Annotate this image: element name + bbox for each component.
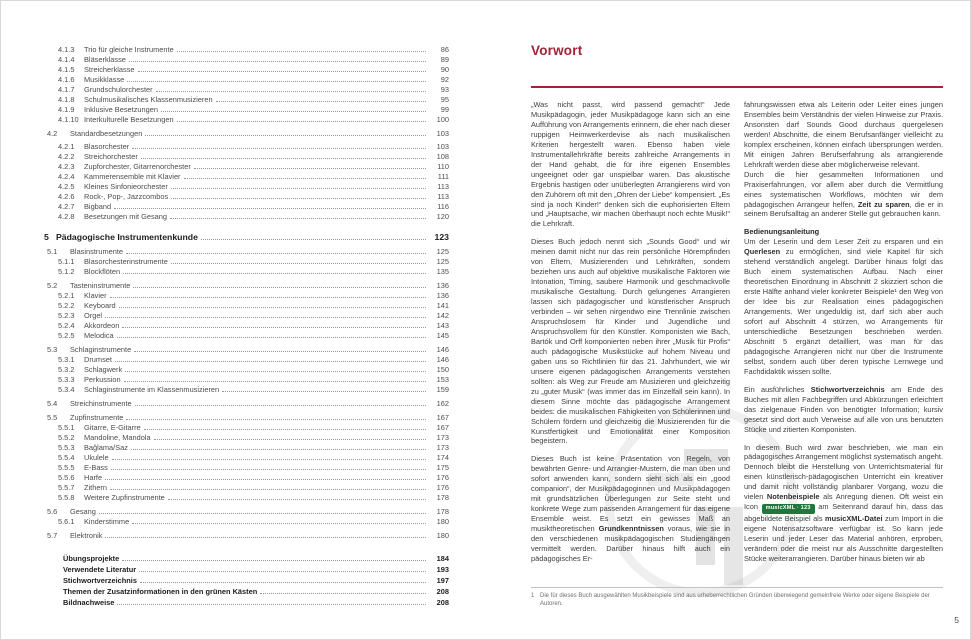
toc-entry-number: 4.1.5 — [58, 65, 75, 74]
toc-entry-title: Weitere Zupfinstrumente — [84, 493, 165, 502]
toc-entry-page: 159 — [436, 385, 449, 394]
toc-entry-page: 123 — [434, 232, 449, 242]
toc-entry-number: 5.3.1 — [58, 355, 75, 364]
paragraph: Um der Leserin und dem Leser Zeit zu ersparen und ein Querlesen zu ermöglichen, sind viele Kapitel für sich stehend verständlich angelegt. Darüber hinaus folgt das Buch einem systematischen Aufbau. Nach einer theoretischen Einordnung in Abschnitt 2 skizziert schon die erste Hälfte anhand vieler konkreter Beispiele¹ den Weg von der Idee bis zur Realisation eines pädagogischen Arrangements. Wer ungeduldig ist, darf sich aber auch sofort auf Abschnitt 4 stürzen, wo Arrangements für unterschiedliche Besetzungen beschrieben werden. Abschnitt 5 ergänzt detailliert, was man für das pädagogische Arrangieren nicht nur über die Instrumente selbst, sondern auch über deren typische Lernwege und Fachdidaktik wissen sollte. — [744, 237, 943, 376]
toc-entry-title: Schlagwerk — [84, 365, 123, 374]
toc-entry — [44, 433, 449, 443]
musicxml-badge: musicXML · 123 — [762, 504, 815, 514]
page-number: 5 — [954, 615, 959, 625]
toc-leader-dots — [122, 327, 426, 328]
toc-entry — [44, 375, 449, 385]
paragraph: Durch die hier gesammelten Informationen und Praxiserfahrungen, vor allem aber durch die Vermittlung eines systematischen Workflows, möchten wir dem pädagogischen Arrangeur helfen, Zeit zu sparen, die er in seinem Berufsalltag an anderer Stelle gut gebrauchen kann. — [744, 169, 943, 219]
page-title: Vorwort — [531, 43, 583, 58]
toc-entry-title: Streichorchester — [84, 152, 138, 161]
toc-leader-dots — [126, 253, 426, 254]
text-columns — [531, 100, 943, 586]
toc-entry-title: Bigband — [84, 202, 112, 211]
toc-entry — [44, 413, 449, 423]
toc-leader-dots — [134, 351, 426, 352]
toc-leader-dots — [222, 391, 426, 392]
toc-entry-number: 5.2 — [47, 281, 58, 290]
toc-entry-page: 173 — [436, 443, 449, 452]
toc-entry-page: 135 — [436, 267, 449, 276]
toc-entry — [44, 281, 449, 291]
toc-entry-title: Mandoline, Mandola — [84, 433, 151, 442]
subsection-heading: Bedienungsanleitung — [744, 227, 820, 237]
toc-entry — [44, 443, 449, 453]
toc-entry-number: 5.5.7 — [58, 483, 75, 492]
toc-leader-dots — [132, 523, 426, 524]
toc-leader-dots — [216, 101, 426, 102]
toc-entry — [44, 172, 449, 182]
toc-entry-number: 5.2.3 — [58, 311, 75, 320]
toc-entry-title: Akkordeon — [84, 321, 120, 330]
toc-entry-title: Streichinstrumente — [70, 399, 132, 408]
toc-entry-title: Perkussion — [84, 375, 121, 384]
toc-entry-title: Musikklasse — [84, 75, 125, 84]
toc-entry — [44, 212, 449, 222]
toc-leader-dots — [171, 198, 426, 199]
toc-entry — [44, 75, 449, 85]
toc-leader-dots — [184, 178, 426, 179]
toc-leader-dots — [110, 297, 426, 298]
toc-entry-title: Blasorchesterinstrumente — [84, 257, 168, 266]
toc-entry-page: 125 — [436, 247, 449, 256]
toc-entry-page: 113 — [437, 192, 449, 201]
toc-entry-page: 176 — [436, 473, 449, 482]
toc-entry-title: Orgel — [84, 311, 103, 320]
toc-entry-title: Schlaginstrumente im Klassenmusizieren — [84, 385, 220, 394]
toc-entry-title: Standardbesetzungen — [70, 129, 143, 138]
toc-entry-number: 5.1.1 — [58, 257, 75, 266]
toc-entry — [44, 162, 449, 172]
toc-entry-title: Melodica — [84, 331, 114, 340]
toc-entry-number: 4.2.3 — [58, 162, 75, 171]
toc-entry — [44, 182, 449, 192]
toc-entry — [44, 55, 449, 65]
toc-entry-title: Schlaginstrumente — [70, 345, 132, 354]
toc-entry-page: 89 — [440, 55, 449, 64]
text-column-1 — [531, 100, 730, 586]
toc-entry-title: Übungsprojekte — [63, 554, 120, 563]
toc-entry-page: 176 — [436, 483, 449, 492]
toc-leader-dots — [177, 51, 426, 52]
toc-entry — [44, 301, 449, 311]
toc-entry-title: Bağlama/Saz — [84, 443, 128, 452]
toc-entry — [44, 129, 449, 139]
paragraph: fahrungswissen etwa als Leiterin oder Leiter eines jungen Ensembles beim Verständnis der vielen Hinweise zur Praxis. Ansonsten darf Sounds Good durchaus quergelesen werden! Abschnitte, die einem Berufsanfänger vielleicht zu komplex erscheinen, können einfach übersprungen werden. Mit einigen Jahren Berufserfahrung als arrangierende Lehrkraft werden diese aber möglicherweise relevant. — [744, 100, 943, 169]
toc-entry — [44, 115, 449, 125]
toc — [44, 45, 449, 608]
toc-entry-page: 146 — [436, 345, 449, 354]
toc-leader-dots — [119, 307, 426, 308]
toc-entry — [44, 311, 449, 321]
toc-entry — [44, 345, 449, 355]
toc-entry-number: 4.2.6 — [58, 192, 75, 201]
toc-entry-title: Stichwortverzeichnis — [63, 576, 137, 585]
toc-entry-title: Bläserklasse — [84, 55, 126, 64]
toc-entry-number: 4.2.4 — [58, 172, 75, 181]
toc-entry — [44, 483, 449, 493]
toc-entry-number: 5.3.2 — [58, 365, 75, 374]
toc-entry-title: Zupforchester, Gitarrenorchester — [84, 162, 191, 171]
toc-leader-dots — [171, 188, 426, 189]
toc-entry-number: 5.2.1 — [58, 291, 75, 300]
toc-entry — [44, 65, 449, 75]
toc-entry-number: 5.5.6 — [58, 473, 75, 482]
toc-entry-page: 180 — [436, 517, 449, 526]
toc-leader-dots — [122, 560, 426, 561]
toc-entry-page: 193 — [436, 565, 449, 574]
toc-entry-page: 110 — [437, 162, 449, 171]
toc-entry-number: 5.3 — [47, 345, 58, 354]
toc-entry-number: 5.5.3 — [58, 443, 75, 452]
toc-entry-page: 184 — [436, 554, 449, 563]
toc-entry-title: Gitarre, E-Gitarre — [84, 423, 141, 432]
toc-entry — [44, 423, 449, 433]
toc-entry — [44, 192, 449, 202]
toc-leader-dots — [112, 459, 426, 460]
toc-entry — [44, 564, 449, 575]
toc-entry-page: 113 — [437, 182, 449, 191]
toc-entry-page: 162 — [436, 399, 449, 408]
toc-entry-title: Kleines Sinfonieorchester — [84, 182, 168, 191]
toc-entry-page: 145 — [436, 331, 449, 340]
toc-entry-page: 100 — [436, 115, 449, 124]
paragraph: Ein ausführliches Stichwortverzeichnis am Ende des Buches mit allen Fachbegriffen und Abkürzungen erleichtert das zielgenaue Finden von benötigter Information; kursiv gesetzt sind dort auch Verweise auf alle von uns benutzten Stücke und zitierten Komponisten. — [744, 384, 943, 434]
toc-entry-page: 208 — [436, 598, 449, 607]
toc-leader-dots — [171, 263, 426, 264]
toc-entry — [44, 473, 449, 483]
toc-entry-number: 5.1.2 — [58, 267, 75, 276]
toc-entry-number: 5.3.4 — [58, 385, 75, 394]
toc-entry-title: Drumset — [84, 355, 112, 364]
toc-entry-page: 108 — [436, 152, 449, 161]
toc-leader-dots — [154, 439, 426, 440]
toc-leader-dots — [125, 371, 426, 372]
toc-entry-number: 4.2 — [47, 129, 58, 138]
toc-entry-title: Zithern — [84, 483, 108, 492]
toc-entry-page: 208 — [436, 587, 449, 596]
toc-entry — [44, 365, 449, 375]
toc-entry-title: Klavier — [84, 291, 107, 300]
toc-entry-page: 178 — [436, 507, 449, 516]
toc-leader-dots — [201, 239, 426, 240]
toc-entry-page: 86 — [440, 45, 449, 54]
toc-entry-number: 4.2.1 — [58, 142, 75, 151]
toc-leader-dots — [117, 604, 426, 605]
toc-leader-dots — [114, 208, 426, 209]
toc-entry-number: 4.2.8 — [58, 212, 75, 221]
toc-entry-title: Grundschulorchester — [84, 85, 153, 94]
toc-entry — [44, 230, 449, 244]
toc-entry — [44, 399, 449, 409]
toc-entry-page: 150 — [436, 365, 449, 374]
toc-entry-title: E-Bass — [84, 463, 108, 472]
paragraph: Dieses Buch jedoch nennt sich „Sounds Good“ und wir meinen damit nicht nur das rein persönliche Hörempfinden von Eltern, Musizierenden und Lehrkräften, sondern beziehen uns auch auf objektive musikalische Faktoren wie Intonation, Timing, saubere Harmonik und geschmackvolle musikalische Gestaltung. Durch gelungenes Arrangieren lassen sich pädagogischer und künstlerischer Anspruch verbinden – wir sehen nirgendwo eine Trennlinie zwischen Anspruchslosem für Kinder und Jugendliche und Anspruchsvollem für den Künstler. Komponisten wie Bach, Bartók und Orff komponierten neben ihrer „Musik für Profis“ auch pädagogische Musikstücke auf hohem Niveau und gaben uns so Richtlinien für das 21. Jahrhundert, wie wir unsere eigenen pädagogischen Arrangements verstehen sollten: als Weg zur Freude am Musizieren und gleichzeitig zu „guter Musik“ (was immer das im Einzelfall sein kann). In diesem Sinne möchte das pädagogische Arrangement beides: die musikalischen Fähigkeiten von Schülerinnen und Schülern fördern und gleichzeitig die Musizierenden für die Kunstfertigkeit und Emotionalität einer Komposition begeistern. — [531, 237, 730, 446]
toc-leader-dots — [168, 499, 426, 500]
toc-entry-page: 141 — [436, 301, 449, 310]
toc-leader-dots — [127, 81, 426, 82]
toc-leader-dots — [117, 337, 426, 338]
toc-entry-page: 125 — [436, 257, 449, 266]
toc-leader-dots — [111, 469, 426, 470]
toc-entry-number: 5.5.1 — [58, 423, 75, 432]
toc-leader-dots — [105, 317, 426, 318]
toc-entry-number: 4.1.4 — [58, 55, 75, 64]
toc-entry — [44, 586, 449, 597]
toc-entry-number: 4.1.3 — [58, 45, 75, 54]
toc-entry — [44, 267, 449, 277]
toc-entry — [44, 257, 449, 267]
toc-entry-title: Gesang — [70, 507, 96, 516]
toc-leader-dots — [135, 405, 426, 406]
toc-entry-page: 153 — [436, 375, 449, 384]
toc-entry-number: 5.6 — [47, 507, 58, 516]
footnote-text: Die für dieses Buch ausgewählten Musikbeispiele sind aus urheberrechtlichen Gründen überwiegend gemeinfreie Werke oder eigene Beispiele der Autoren. — [540, 593, 930, 607]
toc-entry-page: 103 — [436, 142, 449, 151]
toc-entry — [44, 531, 449, 541]
toc-entry-number: 5.3.3 — [58, 375, 75, 384]
toc-entry-page: 99 — [440, 105, 449, 114]
toc-entry-number: 5.6.1 — [58, 517, 75, 526]
toc-entry-page: 95 — [440, 95, 449, 104]
toc-entry-number: 4.1.6 — [58, 75, 75, 84]
toc-entry — [44, 45, 449, 55]
toc-leader-dots — [115, 361, 426, 362]
toc-entry-number: 4.1.8 — [58, 95, 75, 104]
toc-entry — [44, 385, 449, 395]
toc-entry-number: 5.2.4 — [58, 321, 75, 330]
toc-entry-page: 120 — [436, 212, 449, 221]
toc-leader-dots — [194, 168, 426, 169]
toc-entry-title: Verwendete Literatur — [63, 565, 137, 574]
toc-leader-dots — [133, 287, 426, 288]
toc-leader-dots — [105, 537, 426, 538]
toc-leader-dots — [138, 71, 426, 72]
toc-entry-number: 5.5.2 — [58, 433, 75, 442]
toc-entry — [44, 247, 449, 257]
toc-entry-number: 5.5.8 — [58, 493, 75, 502]
toc-leader-dots — [129, 61, 426, 62]
toc-entry-title: Trio für gleiche Instrumente — [84, 45, 174, 54]
toc-entry-page: 146 — [436, 355, 449, 364]
toc-entry-page: 173 — [436, 433, 449, 442]
toc-entry-page: 111 — [437, 172, 449, 181]
toc-entry-page: 92 — [440, 75, 449, 84]
toc-leader-dots — [139, 571, 426, 572]
toc-entry-page: 197 — [436, 576, 449, 585]
toc-leader-dots — [131, 449, 426, 450]
toc-entry — [44, 453, 449, 463]
toc-entry-number: 5.2.2 — [58, 301, 75, 310]
toc-entry-number: 5 — [44, 232, 49, 242]
toc-entry-number: 5.1 — [47, 247, 58, 256]
toc-leader-dots — [170, 218, 426, 219]
toc-entry-number: 5.7 — [47, 531, 58, 540]
toc-leader-dots — [105, 479, 426, 480]
toc-entry-page: 116 — [437, 202, 449, 211]
toc-entry-number: 4.2.5 — [58, 182, 75, 191]
toc-entry-title: Streicherklasse — [84, 65, 135, 74]
toc-entry-page: 103 — [436, 129, 449, 138]
toc-entry-page: 136 — [436, 291, 449, 300]
toc-entry-page: 90 — [440, 65, 449, 74]
toc-entry-page: 167 — [436, 423, 449, 432]
toc-entry — [44, 597, 449, 608]
toc-entry-title: Keyboard — [84, 301, 116, 310]
text-column-2 — [744, 100, 943, 586]
toc-entry-page: 142 — [436, 311, 449, 320]
toc-entry — [44, 331, 449, 341]
footnote — [531, 592, 943, 608]
toc-leader-dots — [177, 121, 426, 122]
toc-entry-title: Pädagogische Instrumentenkunde — [56, 232, 198, 242]
toc-entry-number: 5.5.4 — [58, 453, 75, 462]
toc-entry-number: 4.1.7 — [58, 85, 75, 94]
toc-leader-dots — [126, 419, 426, 420]
toc-leader-dots — [145, 135, 426, 136]
toc-entry — [44, 575, 449, 586]
toc-entry-title: Elektronik — [70, 531, 103, 540]
toc-entry — [44, 202, 449, 212]
toc-entry — [44, 517, 449, 527]
toc-leader-dots — [260, 593, 426, 594]
toc-leader-dots — [161, 111, 426, 112]
toc-entry — [44, 355, 449, 365]
toc-entry — [44, 321, 449, 331]
toc-leader-dots — [141, 158, 426, 159]
right-page — [531, 43, 943, 629]
toc-entry — [44, 463, 449, 473]
toc-entry-title: Blasorchester — [84, 142, 130, 151]
toc-entry — [44, 142, 449, 152]
paragraph: „Was nicht passt, wird passend gemacht!“ Jede Musikpädagogin, jeder Musikpädagoge kann sich an eine Aufführung von Arrangements erinnern, die eher nach dieser ruppigen Heimwerkerdevise als nach musikalischen Kriterien hergestellt waren. Ebenso haben viele Instrumentallehrkräfte bereits zahlreiche Arrangements in der Hand gehabt, die für ihre eigenen Ensembles ungeeignet oder gar unspielbar waren. Das akustische Ergebnis hastigen oder unüberlegten Arrangierens wird von den Zuhörern oft mit den „Ohren der Liebe“ kompensiert. „Es sind ja noch Kinder!“ denken sich die euphorisierten Eltern und „Hauptsache, wir machen überhaupt noch echte Musik!“ die Lehrkraft. — [531, 100, 730, 229]
toc-leader-dots — [156, 91, 426, 92]
toc-entry — [44, 105, 449, 115]
paragraph: In diesem Buch wird zwar beschrieben, wie man ein pädagogisches Arrangement möglichst systematisch angeht. Dennoch bleibt die Herstellung von Unterrichtsmaterial für einen künstlerisch-pädagogischen Unterricht ein kreativer und damit nicht vollständig planbarer Vorgang, wozu die vielen Notenbeispiele als Anregung dienen. Oft weist ein Icon musicXML · 123 am Seitenrand darauf hin, dass das abgebildete Beispiel als musicXML-Datei zum Import in die eigene Notensatzsoftware verfügbar ist. So kann jede Leserin und jeder Leser das Material anhören, erproben, verändern oder die meist nur als Ausschnitte dargestellten Stücke weiterarrangieren. Darüber hinaus bieten wir ab — [744, 442, 943, 563]
toc-entry-title: Interkulturelle Besetzungen — [84, 115, 174, 124]
toc-entry-title: Themen der Zusatzinformationen in den grünen Kästen — [63, 587, 258, 596]
toc-leader-dots — [140, 582, 426, 583]
toc-entry-page: 167 — [436, 413, 449, 422]
toc-entry-page: 175 — [436, 463, 449, 472]
toc-leader-dots — [123, 273, 426, 274]
toc-entry-title: Inklusive Besetzungen — [84, 105, 158, 114]
footnote-marker: 1 — [531, 593, 535, 599]
toc-entry-title: Ukulele — [84, 453, 109, 462]
toc-entry-title: Tasteninstrumente — [70, 281, 131, 290]
toc-entry — [44, 493, 449, 503]
toc-entry-page: 180 — [436, 531, 449, 540]
toc-entry-title: Blasinstrumente — [70, 247, 123, 256]
toc-leader-dots — [99, 513, 426, 514]
toc-entry-page: 174 — [436, 453, 449, 462]
toc-entry-page: 178 — [436, 493, 449, 502]
toc-entry — [44, 152, 449, 162]
toc-entry-page: 143 — [436, 321, 449, 330]
toc-entry-title: Kinderstimme — [84, 517, 130, 526]
toc-entry-title: Rock-, Pop-, Jazzcombos — [84, 192, 169, 201]
toc-entry — [44, 553, 449, 564]
toc-entry-title: Zupfinstrumente — [70, 413, 124, 422]
toc-entry-number: 5.5.5 — [58, 463, 75, 472]
toc-entry-title: Kammerensemble mit Klavier — [84, 172, 181, 181]
toc-entry-title: Harfe — [84, 473, 103, 482]
toc-entry-number: 4.2.2 — [58, 152, 75, 161]
paragraph: Dieses Buch ist keine Präsentation von Regeln, von bewährten Genre- und Arrangier-Mustern, die man üben und sofort anwenden kann, sondern sieht sich als ein „good companion“, der Musikpädagoginnen und Musikpädagogen mit grundsätzlichen Überlegungen zur Seite steht und konkrete Wege zum passenden Arrangement für das eigene Ensemble weist. Es setzt ein gewisses Maß an musiktheoretischen Grundkenntnissen voraus, wie sie in den verschiedenen musikpädagogischen Studiengängen vermittelt werden. Darüber hinaus hilft auch ein pädagogisches Er- — [531, 454, 730, 563]
toc-entry-number: 5.2.5 — [58, 331, 75, 340]
toc-entry-page: 93 — [440, 85, 449, 94]
toc-entry-title: Bildnachweise — [63, 598, 115, 607]
toc-entry-number: 4.1.10 — [58, 115, 79, 124]
toc-leader-dots — [110, 489, 426, 490]
toc-leader-dots — [144, 429, 426, 430]
toc-entry-title: Blockflöten — [84, 267, 121, 276]
toc-leader-dots — [124, 381, 426, 382]
toc-entry — [44, 85, 449, 95]
toc-entry-title: Schulmusikalisches Klassenmusizieren — [84, 95, 213, 104]
toc-entry-page: 136 — [436, 281, 449, 290]
toc-entry-number: 4.1.9 — [58, 105, 75, 114]
toc-entry — [44, 291, 449, 301]
toc-entry-number: 5.5 — [47, 413, 58, 422]
toc-entry-number: 5.4 — [47, 399, 58, 408]
toc-leader-dots — [132, 148, 426, 149]
title-rule — [531, 86, 943, 88]
footnote-rule — [531, 587, 943, 588]
toc-entry — [44, 95, 449, 105]
toc-entry-number: 4.2.7 — [58, 202, 75, 211]
toc-entry-title: Besetzungen mit Gesang — [84, 212, 167, 221]
toc-entry — [44, 507, 449, 517]
